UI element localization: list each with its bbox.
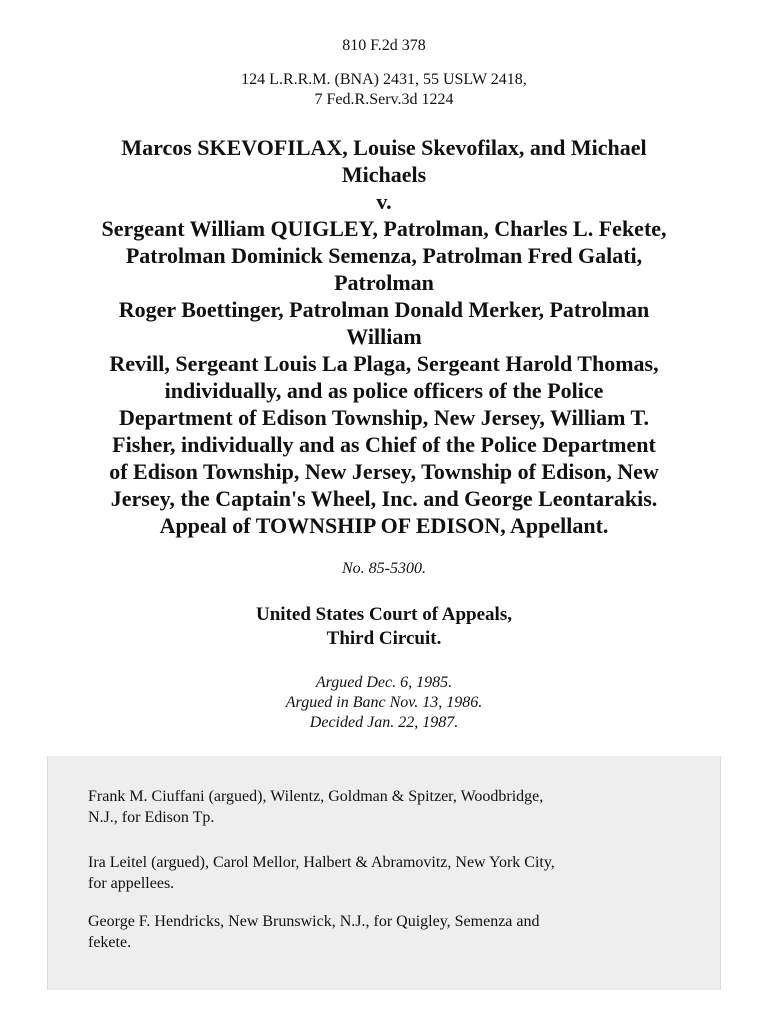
counsel-line: N.J., for Edison Tp. bbox=[88, 809, 215, 826]
caption-line: Marcos SKEVOFILAX, Louise Skevofilax, and Michael bbox=[121, 135, 647, 160]
caption-line: Revill, Sergeant Louis La Plaga, Sergeant Harold Thomas, bbox=[109, 351, 659, 376]
parallel-citation-line: 7 Fed.R.Serv.3d 1224 bbox=[314, 91, 454, 108]
counsel-section bbox=[47, 756, 721, 990]
parallel-citations bbox=[0, 70, 768, 110]
caption-line: Michaels bbox=[341, 162, 427, 187]
caption-line: Department of Edison Township, New Jersey, William T. bbox=[118, 405, 650, 430]
reporter-citation bbox=[0, 36, 768, 56]
argued-banc-date: Argued in Banc Nov. 13, 1986. bbox=[285, 694, 483, 711]
case-caption bbox=[40, 134, 728, 539]
counsel-line: fekete. bbox=[88, 934, 132, 951]
docket-number: No. 85-5300. bbox=[342, 560, 426, 577]
case-dates bbox=[0, 673, 768, 733]
counsel-line: Ira Leitel (argued), Carol Mellor, Halbert & Abramovitz, New York City, bbox=[88, 854, 555, 871]
caption-line: individually, and as police officers of the Police bbox=[164, 378, 604, 403]
caption-line: Roger Boettinger, Patrolman Donald Merker, Patrolman bbox=[118, 297, 650, 322]
counsel-line: George F. Hendricks, New Brunswick, N.J., for Quigley, Semenza and bbox=[88, 913, 540, 930]
caption-line: Jersey, the Captain's Wheel, Inc. and George Leontarakis. bbox=[110, 486, 658, 511]
caption-line: Appeal of TOWNSHIP OF EDISON, Appellant. bbox=[159, 513, 609, 538]
caption-line: of Edison Township, New Jersey, Township of Edison, New bbox=[109, 459, 659, 484]
parallel-citation-line: 124 L.R.R.M. (BNA) 2431, 55 USLW 2418, bbox=[241, 71, 527, 88]
counsel-line: for appellees. bbox=[88, 875, 175, 892]
caption-line: Patrolman Dominick Semenza, Patrolman Fred Galati, bbox=[125, 243, 643, 268]
argued-date: Argued Dec. 6, 1985. bbox=[315, 674, 453, 691]
counsel-entry bbox=[88, 852, 688, 894]
court-name-line: Third Circuit. bbox=[326, 628, 442, 649]
caption-line: Patrolman bbox=[334, 270, 434, 295]
caption-line: William bbox=[346, 324, 422, 349]
decided-date: Decided Jan. 22, 1987. bbox=[309, 714, 459, 731]
counsel-entry bbox=[88, 786, 688, 828]
court-name-line: United States Court of Appeals, bbox=[256, 604, 512, 625]
caption-line: v. bbox=[376, 189, 392, 214]
reporter-citation-text: 810 F.2d 378 bbox=[342, 37, 426, 54]
court-name bbox=[0, 603, 768, 651]
counsel-entry bbox=[88, 911, 688, 953]
counsel-line: Frank M. Ciuffani (argued), Wilentz, Goldman & Spitzer, Woodbridge, bbox=[88, 788, 544, 805]
caption-line: Sergeant William QUIGLEY, Patrolman, Charles L. Fekete, bbox=[101, 216, 667, 241]
caption-line: Fisher, individually and as Chief of the Police Department bbox=[112, 432, 656, 457]
